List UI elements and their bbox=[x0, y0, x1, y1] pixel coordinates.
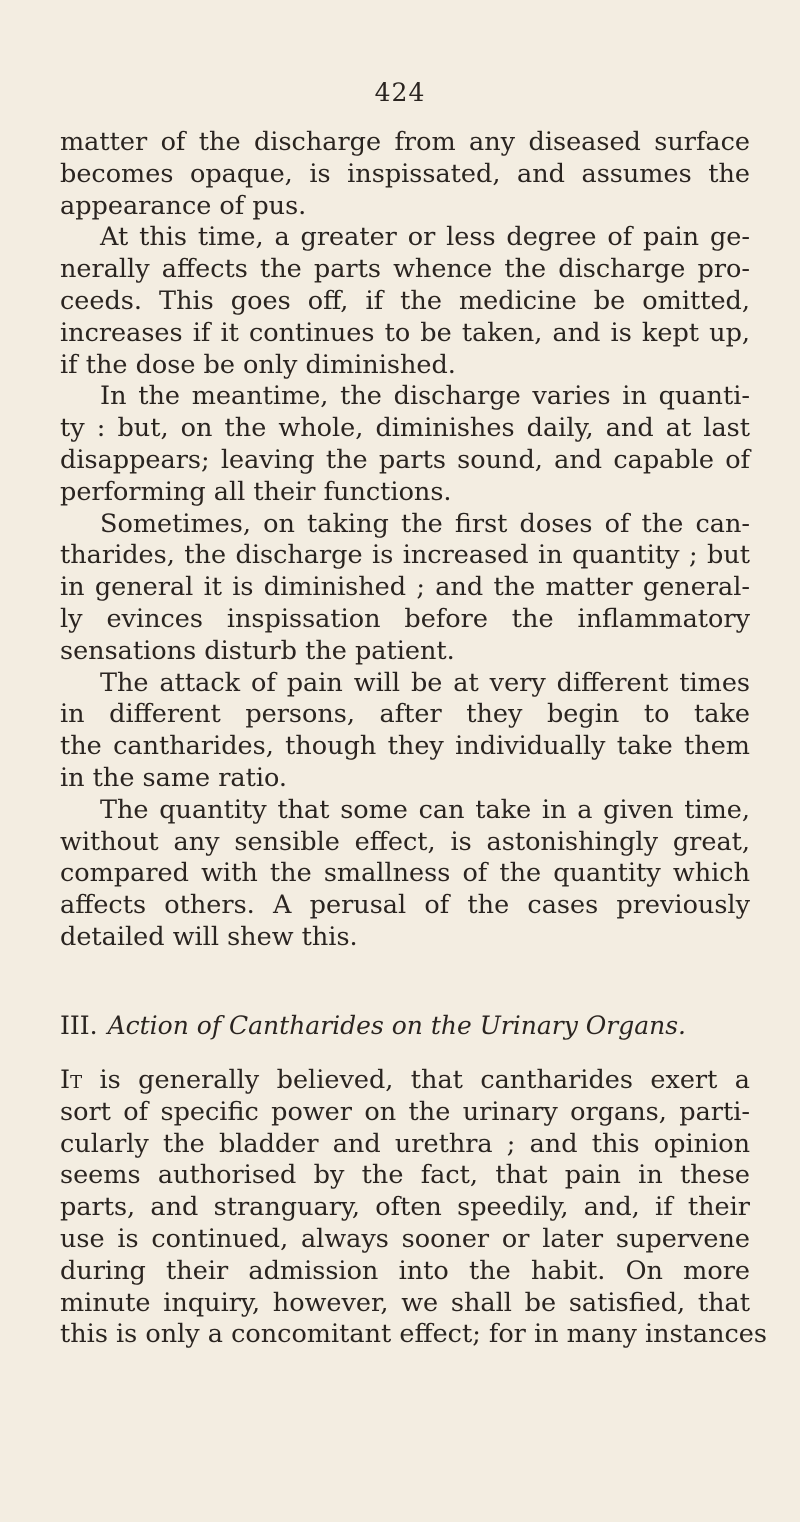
text-line: ty : but, on the whole, diminishes daily, and at last bbox=[60, 413, 750, 444]
text-line: ceeds. This goes off, if the medicine be omitted, bbox=[60, 285, 750, 316]
text-line: tharides, the discharge is increased in quantity ; but bbox=[60, 540, 750, 571]
text-line: appearance of pus. bbox=[60, 190, 307, 221]
text-line: use is continued, always sooner or later supervene bbox=[60, 1223, 750, 1254]
text-line: minute inquiry, however, we shall be satisfied, that bbox=[60, 1287, 750, 1318]
section-heading-block bbox=[60, 1010, 750, 1042]
paragraph bbox=[60, 127, 750, 222]
body-text-top bbox=[60, 127, 750, 954]
text-line: matter of the discharge from any diseased surface bbox=[60, 127, 750, 157]
text-line: cularly the bladder and urethra ; and this opinion bbox=[60, 1128, 750, 1159]
paragraph bbox=[60, 381, 750, 508]
paragraph bbox=[60, 668, 750, 795]
text-line: increases if it continues to be taken, and is kept up, bbox=[60, 317, 750, 348]
text-line bbox=[60, 1065, 750, 1097]
text-line: ly evinces inspissation before the inflammatory bbox=[60, 603, 750, 634]
text-line: in general it is diminished ; and the matter general- bbox=[60, 572, 750, 603]
page-number: 424 bbox=[374, 78, 426, 107]
paragraph bbox=[60, 795, 750, 954]
section-heading bbox=[60, 1010, 750, 1042]
text-line-rest: is generally believed, that cantharides exert a bbox=[82, 1065, 750, 1095]
text-line: in the same ratio. bbox=[60, 762, 288, 793]
text-line: without any sensible effect, is astonishingly great, bbox=[60, 826, 750, 857]
section-title: Action of Cantharides on the Urinary Organs. bbox=[107, 1011, 686, 1040]
lead-word: It bbox=[60, 1065, 83, 1095]
section-number: III. bbox=[60, 1011, 98, 1040]
text-line: disappears; leaving the parts sound, and capable of bbox=[60, 444, 750, 475]
body-text-bottom bbox=[60, 1065, 767, 1351]
text-line: nerally affects the parts whence the discharge pro- bbox=[60, 254, 750, 285]
text-line: At this time, a greater or less degree of pain ge- bbox=[100, 222, 750, 253]
paragraph bbox=[60, 509, 750, 668]
text-line: sensations disturb the patient. bbox=[60, 635, 455, 666]
paragraph bbox=[60, 222, 750, 381]
text-line: seems authorised by the fact, that pain in these bbox=[60, 1160, 750, 1191]
text-line: compared with the smallness of the quantity which bbox=[60, 858, 750, 889]
text-line: parts, and stranguary, often speedily, and, if their bbox=[60, 1192, 750, 1223]
text-line: during their admission into the habit. On more bbox=[60, 1255, 750, 1286]
text-line: The quantity that some can take in a given time, bbox=[100, 794, 750, 825]
text-line: performing all their functions. bbox=[60, 476, 452, 507]
text-line: becomes opaque, is inspissated, and assumes the bbox=[60, 158, 750, 189]
text-line: Sometimes, on taking the first doses of the can- bbox=[100, 508, 750, 539]
paragraph bbox=[60, 1065, 767, 1351]
text-line: affects others. A perusal of the cases previously bbox=[60, 890, 750, 921]
text-line: this is only a concomitant effect; for in many instances bbox=[60, 1319, 767, 1350]
text-line: In the meantime, the discharge varies in quanti- bbox=[100, 381, 750, 412]
text-line: detailed will shew this. bbox=[60, 921, 358, 952]
text-line: the cantharides, though they individually take them bbox=[60, 731, 750, 762]
text-line: if the dose be only diminished. bbox=[60, 349, 456, 380]
text-line: sort of specific power on the urinary organs, parti- bbox=[60, 1096, 750, 1127]
text-line: in different persons, after they begin to take bbox=[60, 699, 750, 730]
text-line: The attack of pain will be at very different times bbox=[100, 667, 750, 698]
